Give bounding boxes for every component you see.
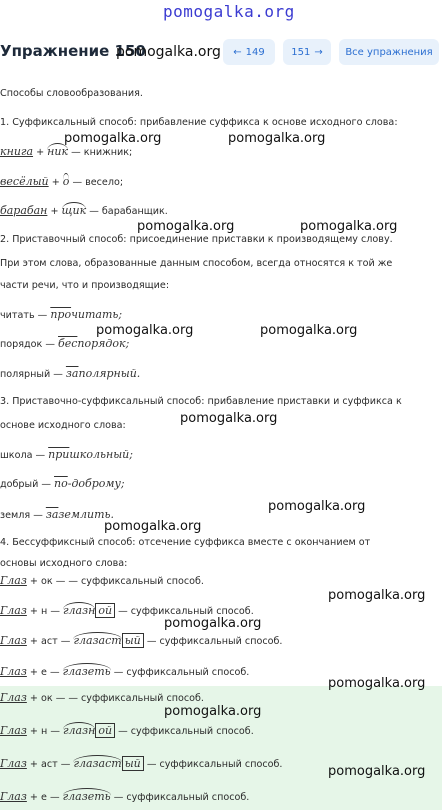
next-exercise-button[interactable]: 151 → [283, 39, 331, 65]
example-line: весёлый + о — весело; [0, 175, 124, 188]
example-line: книга + ник — книжник; [0, 145, 133, 158]
watermark: pomogalka.org [260, 323, 358, 338]
watermark: pomogalka.org [268, 499, 366, 514]
text-line: 2. Приставочный способ: присоединение приставки к производящему слову. [0, 234, 393, 245]
watermark: pomogalka.org [180, 411, 278, 426]
example-line: читать — прочитать; [0, 308, 123, 321]
text-line: основы исходного слова: [0, 558, 128, 569]
text-line: Способы словообразования. [0, 88, 143, 99]
watermark: pomogalka.org [163, 2, 295, 21]
watermark: pomogalka.org [96, 323, 194, 338]
arrow-right-icon: → [314, 46, 323, 58]
text-line: 1. Суффиксальный способ: прибавление суффикса к основе исходного слова: [0, 117, 398, 128]
watermark: pomogalka.org [64, 131, 162, 146]
all-exercises-button[interactable]: Все упражнения [339, 39, 439, 65]
watermark: pomogalka.org [228, 131, 326, 146]
text-line: При этом слова, образованные данным способом, всегда относятся к той же [0, 258, 393, 269]
watermark: pomogalka.org [104, 519, 202, 534]
example-line: школа — пришкольный; [0, 448, 133, 461]
example-line: добрый — по-доброму; [0, 477, 125, 490]
watermark: pomogalka.org [328, 588, 426, 603]
text-line: 3. Приставочно-суффиксальный способ: прибавление приставки и суффикса к [0, 396, 402, 407]
text-line: части речи, что и производящие: [0, 280, 170, 291]
example-line: порядок — беспорядок; [0, 337, 130, 350]
page-title: Упражнение 150 [0, 42, 146, 60]
watermark: pomogalka.org [164, 616, 262, 631]
example-line: барабан + щик — барабанщик. [0, 204, 168, 217]
text-line: 4. Бессуффиксный способ: отсечение суффикса вместе с окончанием от [0, 537, 371, 548]
example-line: Глаз + аст — глазаст ый — суффиксальный способ. [0, 634, 283, 647]
prev-exercise-button[interactable]: ← 149 [223, 39, 275, 65]
example-line: полярный — заполярный. [0, 367, 141, 380]
watermark: pomogalka.org [137, 219, 235, 234]
watermark: pomogalka.org [300, 219, 398, 234]
example-line: Глаз + н — глазн ой — суффиксальный способ. [0, 724, 254, 737]
text-line: основе исходного слова: [0, 420, 126, 431]
example-line: Глаз + ок — — суффиксальный способ. [0, 574, 204, 587]
example-line: Глаз + н — глазн ой — суффиксальный способ. [0, 604, 254, 617]
watermark: pomogalka.org [116, 44, 221, 60]
watermark: pomogalka.org [328, 676, 426, 691]
example-line: Глаз + ок — — суффиксальный способ. [0, 691, 204, 704]
watermark: pomogalka.org [328, 764, 426, 779]
example-line: Глаз + е — глазеть — суффиксальный способ. [0, 790, 250, 803]
example-line: Глаз + аст — глазаст ый — суффиксальный способ. [0, 757, 283, 770]
example-line: Глаз + е — глазеть — суффиксальный способ. [0, 665, 250, 678]
watermark: pomogalka.org [164, 704, 262, 719]
arrow-left-icon: ← [233, 46, 242, 58]
example-line: земля — заземлить. [0, 508, 115, 521]
